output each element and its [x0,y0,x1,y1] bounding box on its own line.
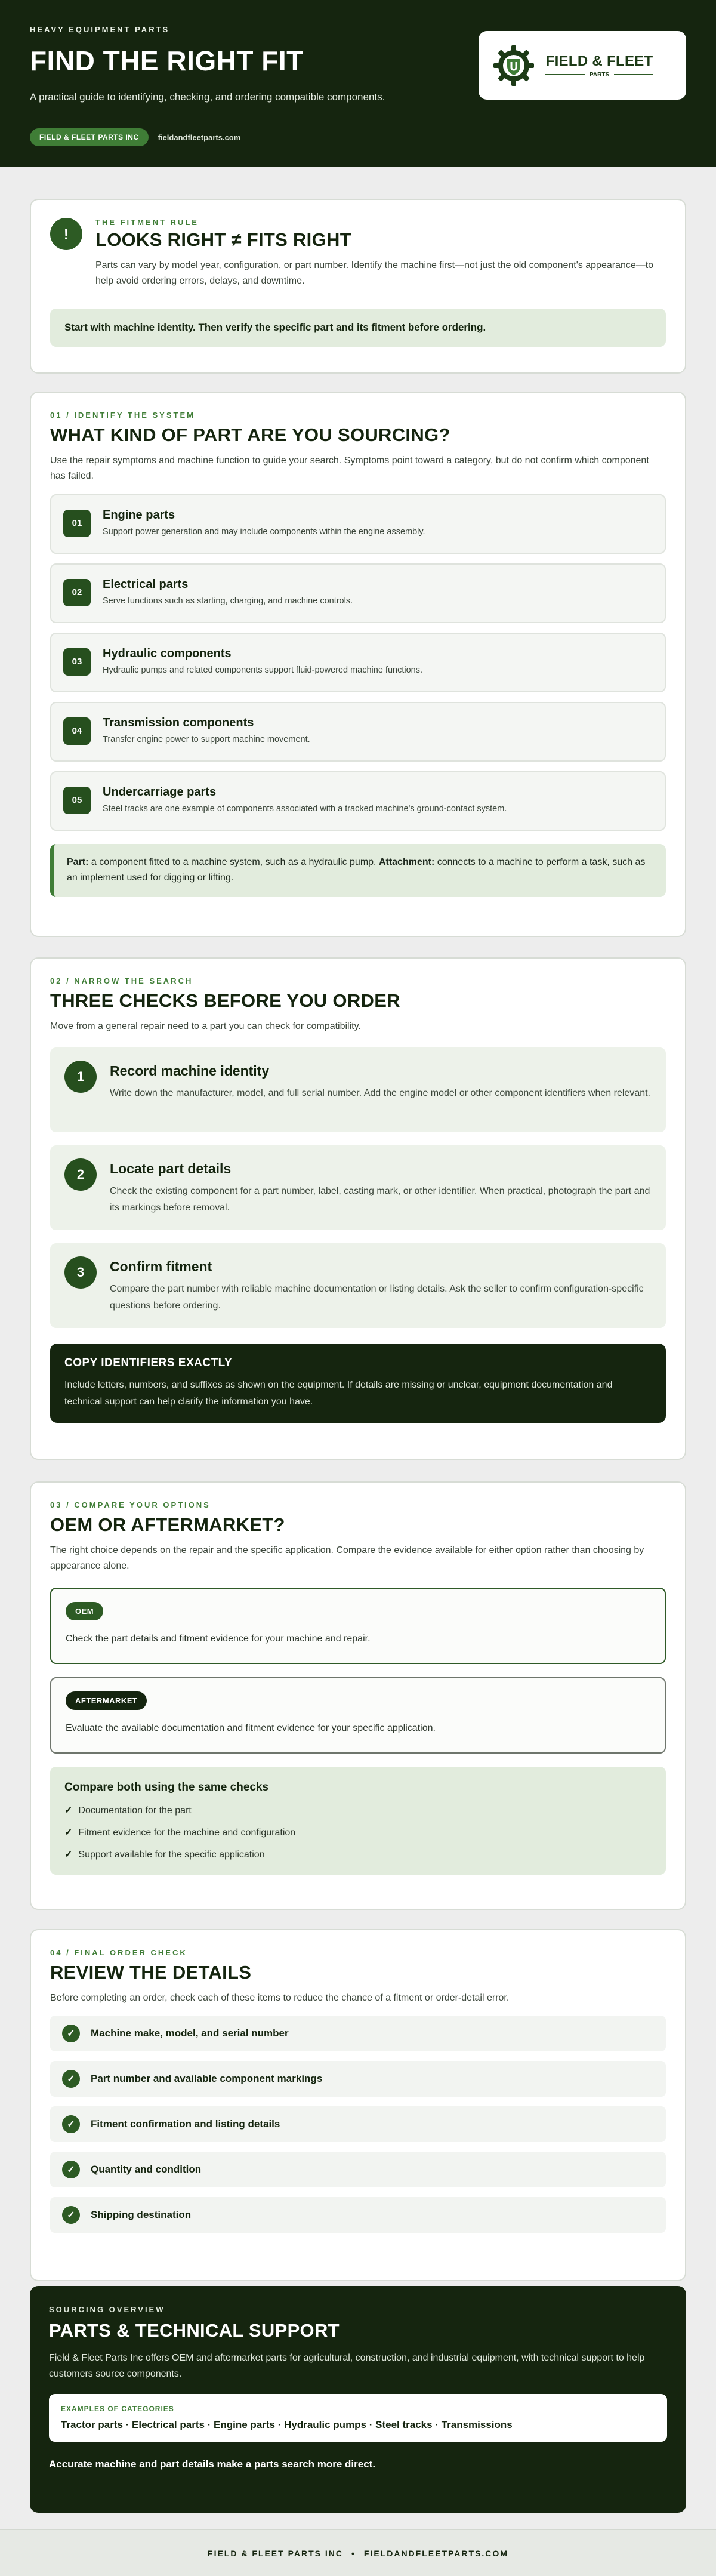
page-header [0,0,716,167]
compare-check-text: Support available for the specific application [78,1849,265,1860]
footer-separator: • [351,2548,356,2558]
review-check-item [50,2197,666,2233]
step-text [110,1158,652,1217]
definition-note [50,844,666,897]
compare-title: OEM OR AFTERMARKET? [50,1514,285,1535]
narrow-lead: Move from a general repair need to a part you can check for compatibility. [50,1021,361,1031]
callout-body: Include letters, numbers, and suffixes as shown on the equipment. If details are missing or unclear, equipment documentation and technical support can help clarify the information you have. [64,1380,613,1407]
compare-check-list [64,1804,652,1860]
system-number: 01 [63,510,91,537]
compare-lead: The right choice depends on the repair and the specific application. Compare the evidence available for either option rather than choosing by appearance alone. [50,1545,644,1572]
system-title: Hydraulic components [103,646,232,660]
logo-sub [545,72,653,78]
step-desc: Compare the part number with reliable machine documentation or listing details. Ask the seller to confirm configuration-specific questions before ordering. [110,1284,644,1311]
logo-name: FIELD & FLEET [545,53,653,69]
identify-system-card [30,392,686,937]
check-icon: ✓ [64,1849,73,1860]
step-desc: Check the existing component for a part number, label, casting mark, or other identifier. When practical, photograph the part and its markings before removal. [110,1186,650,1213]
overview-closing: Accurate machine and part details make a parts search more direct. [49,2458,376,2470]
narrow-title: THREE CHECKS BEFORE YOU ORDER [50,990,400,1011]
review-lead: Before completing an order, check each of these items to reduce the chance of a fitment or order-detail error. [50,1993,510,2003]
identify-title: WHAT KIND OF PART ARE YOU SOURCING? [50,424,450,445]
system-text [103,577,353,606]
review-check-item [50,2152,666,2187]
step-desc: Write down the manufacturer, model, and full serial number. Add the engine model or other component identifiers when relevant. [110,1088,650,1099]
check-icon: ✓ [64,1805,73,1816]
note-attachment-label: Attachment: [378,856,435,867]
identify-kicker: 01 / IDENTIFY THE SYSTEM [50,411,195,420]
step-number: 1 [64,1061,97,1093]
alert-icon: ! [50,218,82,250]
categories-list: Tractor parts · Electrical parts · Engine parts · Hydraulic pumps · Steel tracks · Transmissions [61,2419,513,2431]
oem-desc: Check the part details and fitment evidence for your machine and repair. [66,1633,371,1644]
overview-title: PARTS & TECHNICAL SUPPORT [49,2320,340,2341]
oem-option [50,1588,666,1664]
check-circle-icon: ✓ [62,2206,80,2224]
check-circle-icon: ✓ [62,2025,80,2042]
system-text [103,507,425,537]
system-number: 02 [63,579,91,606]
system-item [50,633,666,692]
review-check-text: Part number and available component markings [91,2073,323,2085]
rule-kicker: THE FITMENT RULE [95,218,199,227]
rule-title: LOOKS RIGHT ≠ FITS RIGHT [95,229,351,250]
aftermarket-tag: AFTERMARKET [66,1691,147,1710]
system-number: 04 [63,717,91,745]
system-item [50,494,666,554]
system-item [50,563,666,623]
oem-tag: OEM [66,1602,103,1620]
check-step [50,1243,666,1328]
review-check-item [50,2061,666,2097]
review-check-text: Fitment confirmation and listing details [91,2118,280,2130]
categories-box [49,2394,667,2442]
step-text [110,1256,652,1315]
logo-rule-left [545,74,585,75]
review-check-item [50,2016,666,2051]
review-check-item [50,2106,666,2142]
aftermarket-option [50,1677,666,1754]
rule-callout: Start with machine identity. Then verify the specific part and its fitment before ordering. [50,309,666,347]
system-text [103,784,507,814]
system-item [50,702,666,762]
gear-shield-logo-icon [492,44,536,88]
check-circle-icon: ✓ [62,2115,80,2133]
compare-checks-box [50,1767,666,1875]
rule-text: Parts can vary by model year, configuration, or part number. Identify the machine first—not just the old component's appearance—to help avoid ordering errors, delays, and downtime. [95,260,654,286]
step-number: 3 [64,1256,97,1289]
system-title: Engine parts [103,508,175,522]
system-desc: Hydraulic pumps and related components support fluid-powered machine functions. [103,665,422,675]
system-item [50,771,666,831]
system-desc: Serve functions such as starting, charging, and machine controls. [103,596,353,606]
note-part-label: Part: [67,856,89,867]
compare-check-text: Documentation for the part [78,1805,192,1816]
fitment-rule-card [30,199,686,374]
system-desc: Transfer engine power to support machine movement. [103,734,310,744]
check-icon: ✓ [64,1827,73,1838]
header-eyebrow: HEAVY EQUIPMENT PARTS [30,25,170,34]
note-part-text: a component fitted to a machine system, such as a hydraulic pump. [91,856,376,867]
compare-box-title: Compare both using the same checks [64,1780,269,1794]
review-check-text: Quantity and condition [91,2164,202,2176]
page-footer [0,2529,716,2576]
system-title: Undercarriage parts [103,785,217,799]
system-title: Transmission components [103,716,254,729]
step-title: Locate part details [110,1161,232,1177]
logo-wordmark [545,53,653,78]
review-check-text: Shipping destination [91,2209,192,2221]
check-step [50,1145,666,1230]
compare-check-text: Fitment evidence for the machine and configuration [78,1827,296,1838]
step-text [110,1061,650,1119]
review-details-card [30,1929,686,2281]
review-check-text: Machine make, model, and serial number [91,2027,289,2039]
compare-kicker: 03 / COMPARE YOUR OPTIONS [50,1500,211,1509]
categories-kicker: EXAMPLES OF CATEGORIES [61,2405,174,2414]
system-title: Electrical parts [103,577,189,591]
system-number: 05 [63,787,91,814]
step-number: 2 [64,1158,97,1191]
rule-body [95,218,666,289]
logo-card [479,31,686,100]
copy-identifiers-callout [50,1344,666,1422]
step-title: Record machine identity [110,1063,270,1079]
compare-check-item [64,1848,652,1860]
compare-check-item [64,1826,652,1838]
review-title: REVIEW THE DETAILS [50,1962,252,1983]
footer-company: FIELD & FLEET PARTS INC [208,2548,343,2558]
aftermarket-desc: Evaluate the available documentation and fitment evidence for your specific application. [66,1723,436,1733]
narrow-search-card [30,957,686,1460]
system-number: 03 [63,648,91,676]
identify-lead: Use the repair symptoms and machine function to guide your search. Symptoms point toward a category, but do not confirm which component has failed. [50,455,649,482]
footer-site-link[interactable]: FIELDANDFLEETPARTS.COM [363,2548,508,2558]
compare-check-item [64,1804,652,1816]
check-circle-icon: ✓ [62,2070,80,2088]
logo-sub-text: PARTS [590,71,610,78]
logo-rule-right [614,74,653,75]
step-title: Confirm fitment [110,1259,212,1275]
page-subtitle: A practical guide to identifying, checking, and ordering compatible components. [30,91,385,103]
site-link[interactable]: fieldandfleetparts.com [158,133,241,142]
check-circle-icon: ✓ [62,2161,80,2178]
review-kicker: 04 / FINAL ORDER CHECK [50,1948,187,1957]
system-desc: Support power generation and may include components within the engine assembly. [103,526,425,537]
company-pill: FIELD & FLEET PARTS INC [30,128,149,146]
sourcing-overview [30,2286,686,2513]
header-meta [30,128,686,146]
callout-title: COPY IDENTIFIERS EXACTLY [64,1357,233,1370]
compare-options-card [30,1481,686,1910]
system-text [103,646,422,675]
page-title: FIND THE RIGHT FIT [30,45,304,76]
overview-kicker: SOURCING OVERVIEW [49,2305,165,2314]
check-step [50,1047,666,1132]
system-desc: Steel tracks are one example of components associated with a tracked machine's ground-contact system. [103,803,507,814]
narrow-kicker: 02 / NARROW THE SEARCH [50,976,193,985]
rule-row [50,218,666,289]
note-attachment-text: connects to a machine to perform a task, such as an implement used for digging or lifting. [67,856,646,883]
system-text [103,715,310,744]
overview-body: Field & Fleet Parts Inc offers OEM and aftermarket parts for agricultural, construction, and industrial equipment, with technical support to help customers source components. [49,2353,645,2380]
